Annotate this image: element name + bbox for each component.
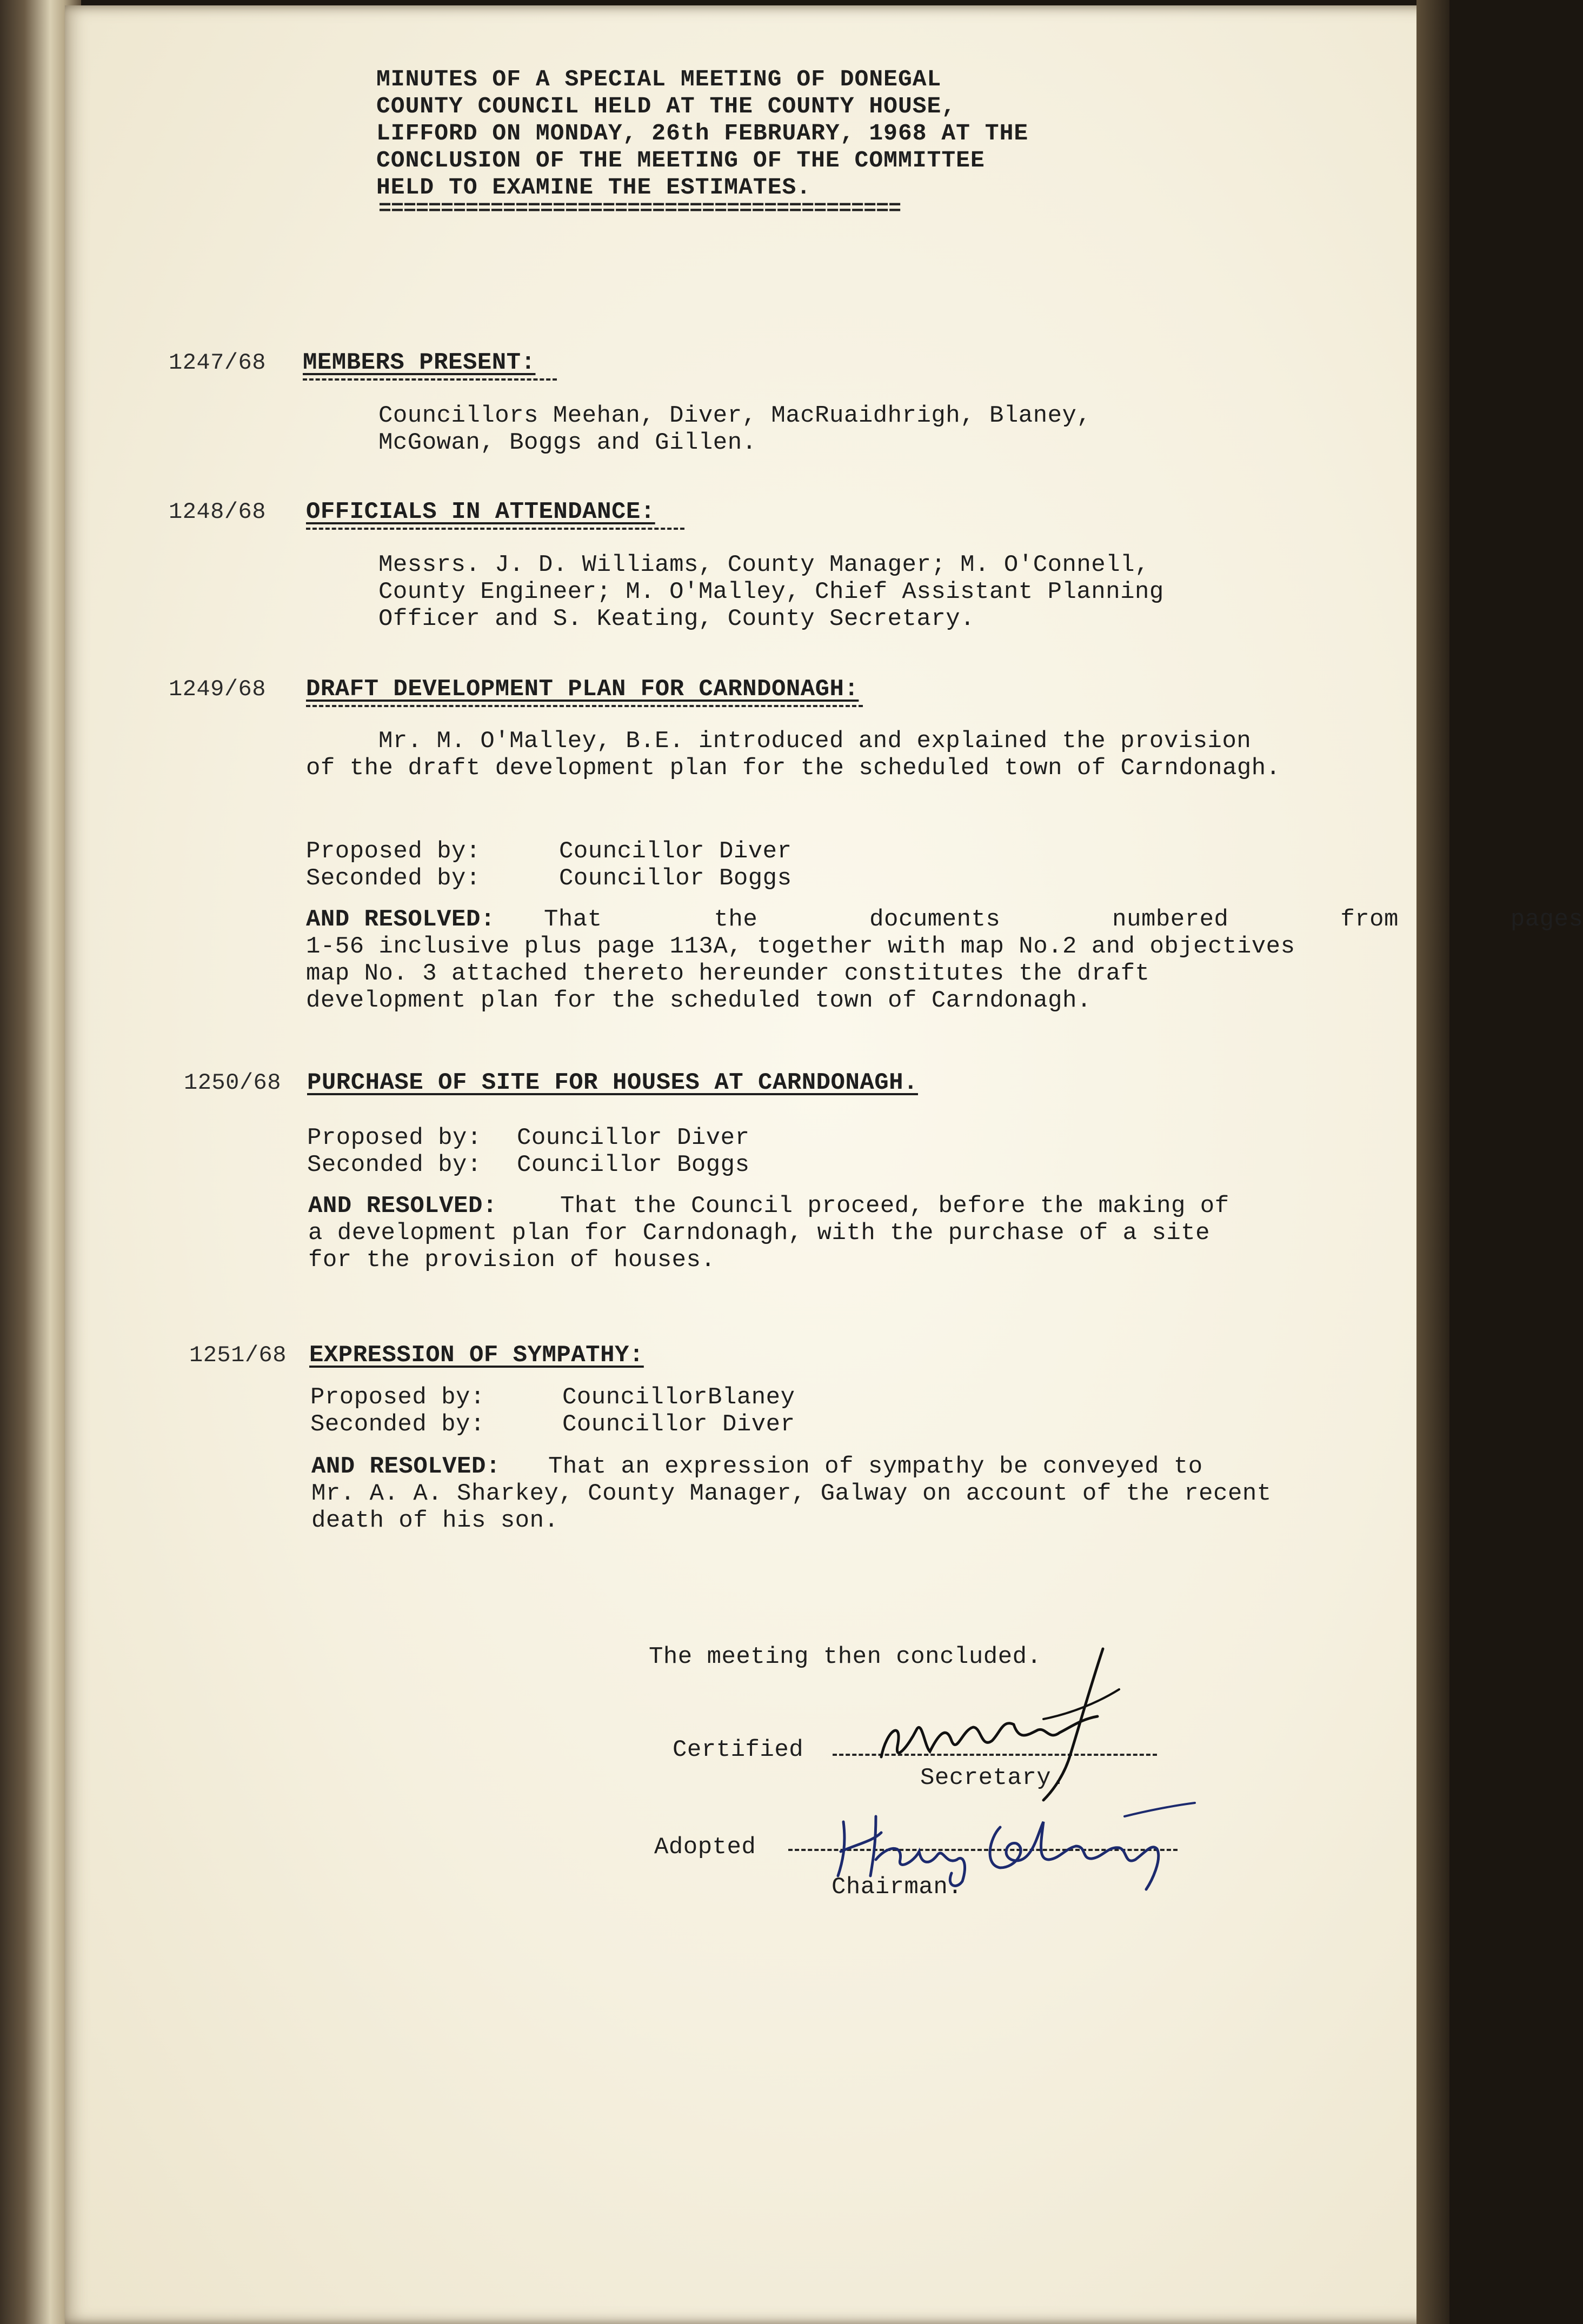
minute-number: 1248/68: [169, 499, 266, 525]
heading-dash-underline: [306, 705, 863, 707]
body-line: Messrs. J. D. Williams, County Manager; M. O'Connell,: [378, 551, 1149, 578]
secretary-signature: [865, 1638, 1200, 1811]
seconded-label: Seconded by:: [306, 865, 481, 892]
adopted-label: Adopted: [654, 1834, 756, 1861]
seconded-label: Seconded by:: [310, 1411, 485, 1438]
resolved-line: That the documents numbered from pages: [544, 906, 1583, 933]
seconded-value: Councillor Boggs: [517, 1151, 750, 1178]
resolved-line: That an expression of sympathy be conveyed to: [548, 1453, 1203, 1480]
title-line-1: MINUTES OF A SPECIAL MEETING OF DONEGAL: [376, 66, 942, 92]
proposed-label: Proposed by:: [307, 1124, 482, 1151]
minute-heading: DRAFT DEVELOPMENT PLAN FOR CARNDONAGH:: [306, 676, 859, 703]
document-page: [65, 5, 1444, 2324]
heading-dash-underline: [306, 528, 684, 530]
resolved-line: a development plan for Carndonagh, with the purchase of a site: [308, 1220, 1210, 1247]
proposed-value: CouncillorBlaney: [562, 1384, 795, 1411]
secretary-label: Secretary.: [920, 1764, 1066, 1792]
proposed-value: Councillor Diver: [559, 838, 792, 865]
minute-heading: EXPRESSION OF SYMPATHY:: [309, 1342, 644, 1369]
proposed-label: Proposed by:: [306, 838, 481, 865]
intro-line: of the draft development plan for the scheduled town of Carndonagh.: [306, 755, 1281, 782]
minute-number: 1247/68: [169, 350, 266, 376]
minute-number: 1249/68: [169, 676, 266, 702]
minute-heading: PURCHASE OF SITE FOR HOUSES AT CARNDONAGH.: [307, 1069, 918, 1096]
resolved-label: AND RESOLVED:: [308, 1193, 497, 1220]
meeting-concluded: The meeting then concluded.: [649, 1643, 1042, 1670]
resolved-line: 1-56 inclusive plus page 113A, together with map No.2 and objectives: [306, 933, 1295, 960]
body-line: Councillors Meehan, Diver, MacRuaidhrigh, Blaney,: [378, 402, 1092, 429]
resolved-line: Mr. A. A. Sharkey, County Manager, Galway on account of the recent: [311, 1480, 1272, 1507]
resolved-line: death of his son.: [311, 1507, 559, 1534]
body-line: County Engineer; M. O'Malley, Chief Assistant Planning: [378, 578, 1164, 605]
body-line: McGowan, Boggs and Gillen.: [378, 429, 757, 456]
minute-heading: OFFICIALS IN ATTENDANCE:: [306, 498, 655, 525]
title-line-4: CONCLUSION OF THE MEETING OF THE COMMITTEE: [376, 147, 985, 174]
resolved-line: That the Council proceed, before the making of: [560, 1193, 1229, 1220]
proposed-value: Councillor Diver: [517, 1124, 750, 1151]
title-line-2: COUNTY COUNCIL HELD AT THE COUNTY HOUSE,: [376, 93, 956, 119]
minute-number: 1250/68: [184, 1070, 281, 1096]
title-rule: ==========================================: [378, 197, 901, 221]
body-line: Officer and S. Keating, County Secretary.: [378, 605, 975, 632]
minute-number: 1251/68: [189, 1342, 287, 1368]
resolved-line: for the provision of houses.: [308, 1247, 716, 1274]
page-edge: [1416, 0, 1449, 2324]
resolved-line: development plan for the scheduled town of Carndonagh.: [306, 987, 1092, 1014]
certified-label: Certified: [673, 1736, 804, 1763]
chairman-signature: [822, 1800, 1211, 1892]
intro-line: Mr. M. O'Malley, B.E. introduced and explained the provision: [378, 728, 1252, 755]
proposed-label: Proposed by:: [310, 1384, 485, 1411]
seconded-label: Seconded by:: [307, 1151, 482, 1178]
minute-heading: MEMBERS PRESENT:: [303, 349, 536, 376]
heading-dash-underline: [303, 378, 557, 381]
resolved-label: AND RESOLVED:: [306, 906, 495, 933]
resolved-line: map No. 3 attached thereto hereunder constitutes the draft: [306, 960, 1150, 987]
seconded-value: Councillor Boggs: [559, 865, 792, 892]
title-line-5: HELD TO EXAMINE THE ESTIMATES.: [376, 174, 812, 201]
resolved-label: AND RESOLVED:: [311, 1453, 501, 1480]
title-line-3: LIFFORD ON MONDAY, 26th FEBRUARY, 1968 AT THE: [376, 120, 1029, 147]
chairman-label: Chairman.: [832, 1874, 963, 1901]
seconded-value: Councillor Diver: [562, 1411, 795, 1438]
